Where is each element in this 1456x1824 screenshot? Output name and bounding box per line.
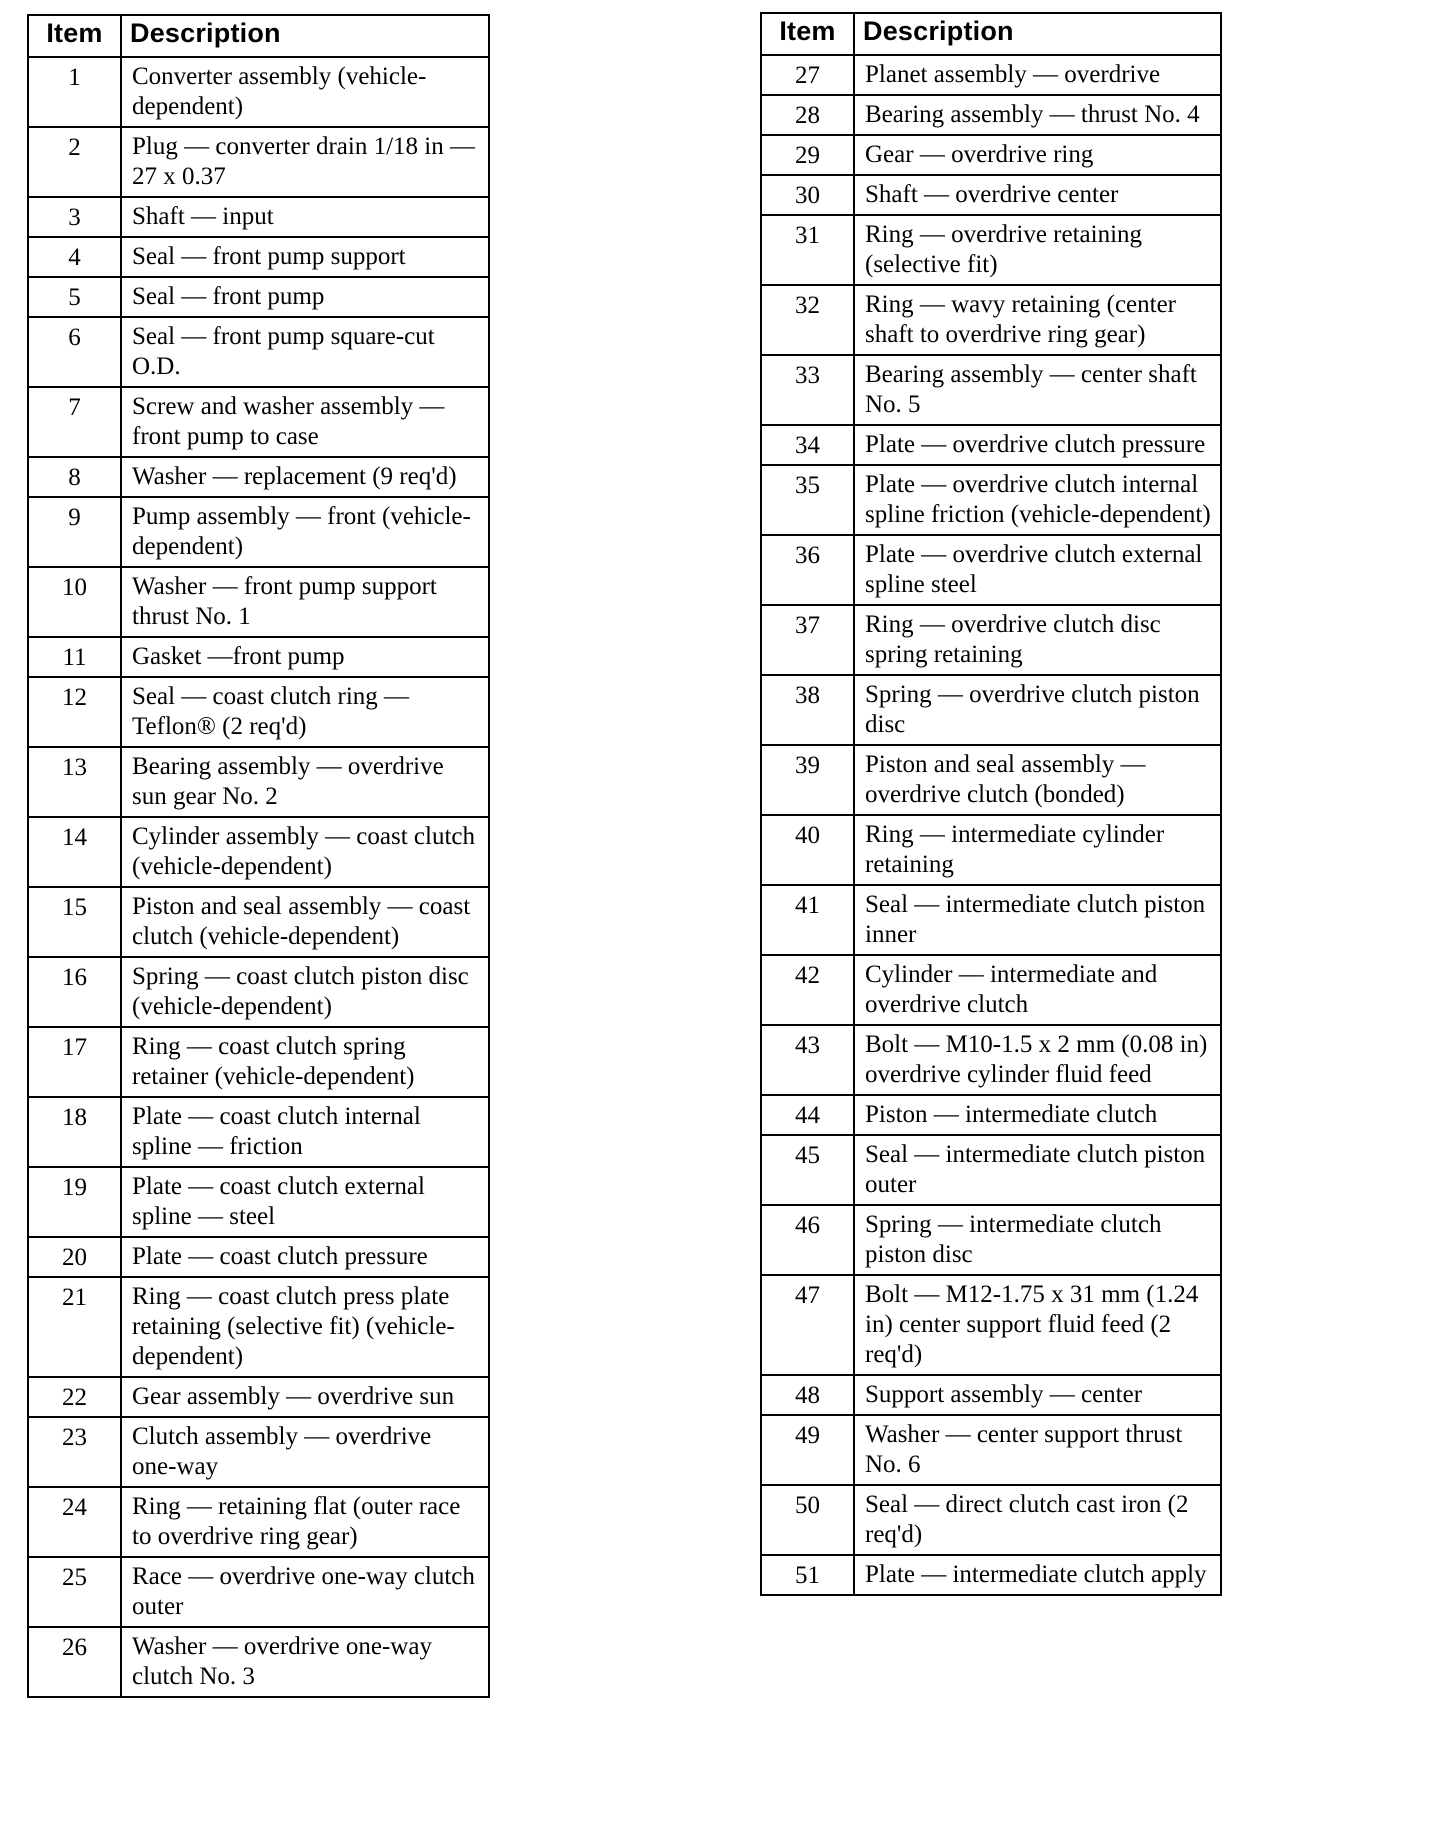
item-number: 41 [761, 885, 854, 955]
item-number: 40 [761, 815, 854, 885]
table-row [28, 1277, 489, 1377]
table-row [28, 1377, 489, 1417]
table-row [761, 55, 1221, 95]
item-number: 35 [761, 465, 854, 535]
table-row [28, 637, 489, 677]
item-description: Bearing assembly — overdrive sun gear No. 2 [121, 747, 489, 817]
table-row [28, 317, 489, 387]
item-number: 33 [761, 355, 854, 425]
item-description: Washer — replacement (9 req'd) [121, 457, 489, 497]
table-row [28, 457, 489, 497]
table-row [28, 1487, 489, 1557]
item-number: 28 [761, 95, 854, 135]
item-description: Race — overdrive one-way clutch outer [121, 1557, 489, 1627]
item-number: 18 [28, 1097, 121, 1167]
parts-table-left [27, 14, 490, 1698]
item-number: 44 [761, 1095, 854, 1135]
item-number: 25 [28, 1557, 121, 1627]
item-description: Bearing assembly — center shaft No. 5 [854, 355, 1221, 425]
table-row [28, 1417, 489, 1487]
item-description: Piston and seal assembly — coast clutch (vehicle-dependent) [121, 887, 489, 957]
item-number: 4 [28, 237, 121, 277]
item-number: 51 [761, 1555, 854, 1595]
item-number: 8 [28, 457, 121, 497]
item-description: Gasket —front pump [121, 637, 489, 677]
item-description: Ring — intermediate cylinder retaining [854, 815, 1221, 885]
table-row [761, 1375, 1221, 1415]
item-number: 50 [761, 1485, 854, 1555]
item-number: 17 [28, 1027, 121, 1097]
item-number: 47 [761, 1275, 854, 1375]
table-row [761, 1555, 1221, 1595]
item-description: Gear — overdrive ring [854, 135, 1221, 175]
table-row [761, 605, 1221, 675]
table-row [761, 675, 1221, 745]
item-number: 36 [761, 535, 854, 605]
table-row [761, 355, 1221, 425]
table-row [28, 497, 489, 567]
item-description: Ring — retaining flat (outer race to overdrive ring gear) [121, 1487, 489, 1557]
table-row [761, 425, 1221, 465]
item-description: Seal — coast clutch ring — Teflon® (2 req'd) [121, 677, 489, 747]
item-description: Ring — overdrive clutch disc spring retaining [854, 605, 1221, 675]
table-row [28, 887, 489, 957]
header-row [28, 15, 489, 57]
table-row [28, 1027, 489, 1097]
item-number: 15 [28, 887, 121, 957]
table-row [761, 745, 1221, 815]
item-number: 42 [761, 955, 854, 1025]
item-description: Seal — front pump support [121, 237, 489, 277]
item-description: Gear assembly — overdrive sun [121, 1377, 489, 1417]
table-row [28, 57, 489, 127]
item-number: 29 [761, 135, 854, 175]
item-number: 49 [761, 1415, 854, 1485]
item-description: Washer — center support thrust No. 6 [854, 1415, 1221, 1485]
item-description: Plate — coast clutch pressure [121, 1237, 489, 1277]
item-description: Cylinder assembly — coast clutch (vehicle-dependent) [121, 817, 489, 887]
item-number: 46 [761, 1205, 854, 1275]
table-row [761, 1485, 1221, 1555]
table-row [28, 1557, 489, 1627]
table-row [28, 567, 489, 637]
item-description: Plate — coast clutch external spline — steel [121, 1167, 489, 1237]
table-row [28, 677, 489, 747]
item-description: Washer — front pump support thrust No. 1 [121, 567, 489, 637]
item-description: Seal — direct clutch cast iron (2 req'd) [854, 1485, 1221, 1555]
item-number: 38 [761, 675, 854, 745]
item-number: 21 [28, 1277, 121, 1377]
item-description: Converter assembly (vehicle-dependent) [121, 57, 489, 127]
item-description: Cylinder — intermediate and overdrive clutch [854, 955, 1221, 1025]
item-description: Plate — overdrive clutch internal spline friction (vehicle-dependent) [854, 465, 1221, 535]
item-number: 32 [761, 285, 854, 355]
item-description: Support assembly — center [854, 1375, 1221, 1415]
item-number: 26 [28, 1627, 121, 1697]
item-description: Ring — coast clutch spring retainer (vehicle-dependent) [121, 1027, 489, 1097]
item-number: 48 [761, 1375, 854, 1415]
table-row [761, 135, 1221, 175]
table-row [28, 957, 489, 1027]
item-number: 11 [28, 637, 121, 677]
item-description: Seal — intermediate clutch piston inner [854, 885, 1221, 955]
item-description: Seal — front pump [121, 277, 489, 317]
item-description: Planet assembly — overdrive [854, 55, 1221, 95]
item-number: 24 [28, 1487, 121, 1557]
item-description: Plug — converter drain 1/18 in — 27 x 0.37 [121, 127, 489, 197]
table-row [28, 277, 489, 317]
item-description: Seal — front pump square-cut O.D. [121, 317, 489, 387]
item-number: 3 [28, 197, 121, 237]
item-number: 1 [28, 57, 121, 127]
item-description: Ring — overdrive retaining (selective fit) [854, 215, 1221, 285]
table-row [28, 817, 489, 887]
item-description: Bolt — M12-1.75 x 31 mm (1.24 in) center support fluid feed (2 req'd) [854, 1275, 1221, 1375]
item-number: 5 [28, 277, 121, 317]
item-number: 22 [28, 1377, 121, 1417]
header-row [761, 13, 1221, 55]
table-row [761, 955, 1221, 1025]
item-description: Piston and seal assembly — overdrive clutch (bonded) [854, 745, 1221, 815]
parts-table-right [760, 12, 1222, 1596]
item-number: 20 [28, 1237, 121, 1277]
item-description: Piston — intermediate clutch [854, 1095, 1221, 1135]
table-row [28, 1627, 489, 1697]
table-row [28, 747, 489, 817]
item-description: Washer — overdrive one-way clutch No. 3 [121, 1627, 489, 1697]
item-number: 14 [28, 817, 121, 887]
table-row [761, 175, 1221, 215]
item-description: Shaft — input [121, 197, 489, 237]
table-row [761, 1415, 1221, 1485]
item-description: Ring — wavy retaining (center shaft to overdrive ring gear) [854, 285, 1221, 355]
item-number: 27 [761, 55, 854, 95]
description-column-header: Description [854, 13, 1221, 55]
item-description: Bolt — M10-1.5 x 2 mm (0.08 in) overdrive cylinder fluid feed [854, 1025, 1221, 1095]
item-number: 23 [28, 1417, 121, 1487]
table-row [28, 387, 489, 457]
item-description: Plate — overdrive clutch pressure [854, 425, 1221, 465]
table-row [28, 1097, 489, 1167]
table-row [761, 1095, 1221, 1135]
item-description: Pump assembly — front (vehicle-dependent) [121, 497, 489, 567]
table-row [761, 1275, 1221, 1375]
item-description: Ring — coast clutch press plate retaining (selective fit) (vehicle-dependent) [121, 1277, 489, 1377]
description-column-header: Description [121, 15, 489, 57]
table-row [28, 197, 489, 237]
item-description: Bearing assembly — thrust No. 4 [854, 95, 1221, 135]
item-column-header: Item [761, 13, 854, 55]
item-description: Screw and washer assembly — front pump to case [121, 387, 489, 457]
item-number: 30 [761, 175, 854, 215]
table-row [761, 535, 1221, 605]
item-description: Clutch assembly — overdrive one-way [121, 1417, 489, 1487]
table-row [761, 215, 1221, 285]
item-number: 9 [28, 497, 121, 567]
table-row [761, 285, 1221, 355]
item-number: 10 [28, 567, 121, 637]
item-description: Spring — intermediate clutch piston disc [854, 1205, 1221, 1275]
table-row [761, 1025, 1221, 1095]
table-row [28, 1167, 489, 1237]
item-number: 7 [28, 387, 121, 457]
table-row [761, 815, 1221, 885]
item-number: 43 [761, 1025, 854, 1095]
item-description: Plate — intermediate clutch apply [854, 1555, 1221, 1595]
item-number: 37 [761, 605, 854, 675]
item-description: Spring — coast clutch piston disc (vehicle-dependent) [121, 957, 489, 1027]
item-column-header: Item [28, 15, 121, 57]
item-description: Shaft — overdrive center [854, 175, 1221, 215]
table-row [761, 95, 1221, 135]
item-number: 19 [28, 1167, 121, 1237]
item-number: 6 [28, 317, 121, 387]
item-description: Plate — overdrive clutch external spline steel [854, 535, 1221, 605]
item-number: 12 [28, 677, 121, 747]
table-row [761, 885, 1221, 955]
table-row [761, 465, 1221, 535]
item-number: 39 [761, 745, 854, 815]
item-description: Spring — overdrive clutch piston disc [854, 675, 1221, 745]
table-row [28, 127, 489, 197]
item-number: 31 [761, 215, 854, 285]
item-number: 45 [761, 1135, 854, 1205]
table-row [761, 1135, 1221, 1205]
item-description: Plate — coast clutch internal spline — friction [121, 1097, 489, 1167]
table-row [28, 237, 489, 277]
item-number: 16 [28, 957, 121, 1027]
item-number: 13 [28, 747, 121, 817]
item-number: 34 [761, 425, 854, 465]
item-description: Seal — intermediate clutch piston outer [854, 1135, 1221, 1205]
table-row [28, 1237, 489, 1277]
table-row [761, 1205, 1221, 1275]
item-number: 2 [28, 127, 121, 197]
